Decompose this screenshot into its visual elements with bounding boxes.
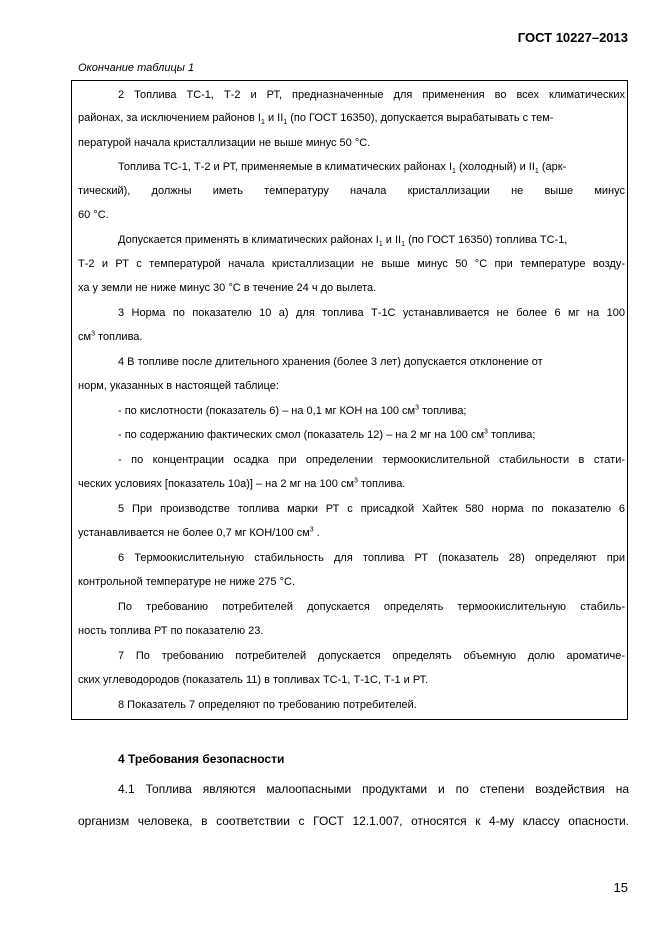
note-list-item: - по кислотности (показатель 6) – на 0,1 мг КОН на 100 $см^3$ топлива;: [118, 404, 467, 417]
note-line: 3 Норма по показателю 10 а) для топлива Т-1С устанавливается не более 6 мг на 100: [118, 307, 625, 319]
paragraph-line: организм человека, в соответствии с ГОСТ 12.1.007, относятся к 4-му классу опасности.: [78, 814, 629, 828]
note-line: пературой начала кристаллизации не выше минус 50 °С.: [78, 137, 371, 149]
note-line: 2 Топлива ТС-1, Т-2 и РТ, предназначенные для применения во всех климатических: [118, 89, 625, 101]
note-line: Допускается применять в климатических районах $I_1$ и $II_1$ (по ГОСТ 16350) топлива ТС-1,: [118, 234, 568, 249]
note-line: ских углеводородов (показатель 11) в топливах ТС-1, Т-1С, Т-1 и РТ.: [78, 674, 429, 686]
note-line: 4 В топливе после длительного хранения (более 3 лет) допускается отклонение от: [118, 356, 543, 368]
note-line: По требованию потребителей допускается определять термоокислительную стабиль-: [118, 601, 625, 613]
note-line: 5 При производстве топлива марки РТ с присадкой Хайтек 580 норма по показателю 6: [118, 503, 625, 515]
note-line: устанавливается не более 0,7 мг КОН/100 $см^3$ .: [78, 526, 320, 539]
note-list-item: - по концентрации осадка при определении термоокислительной стабильности в стати-: [118, 454, 625, 466]
note-line: тический), должны иметь температуру начала кристаллизации не выше минус: [78, 185, 625, 197]
note-line: норм, указанных в настоящей таблице:: [78, 380, 279, 392]
page-number: 15: [613, 880, 628, 895]
note-line: 8 Показатель 7 определяют по требованию потребителей.: [118, 699, 417, 711]
table-caption: Окончание таблицы 1: [78, 62, 195, 74]
note-line: 6 Термоокислительную стабильность для топлива РТ (показатель 28) определяют при: [118, 552, 625, 564]
note-line: 60 °С.: [78, 209, 109, 221]
note-line: Т-2 и РТ с температурой начала кристаллизации не выше минус 50 °С при температуре возду-: [78, 258, 625, 270]
paragraph-line: 4.1 Топлива являются малоопасными продуктами и по степени воздействия на: [118, 782, 629, 796]
note-list-item: - по содержанию фактических смол (показатель 12) – на 2 мг на 100 $см^3$ топлива;: [118, 428, 536, 441]
section-heading: 4 Требования безопасности: [118, 752, 285, 766]
note-line: контрольной температуре не ниже 275 °С.: [78, 576, 296, 588]
note-line: ческих условиях [показатель 10а)] – на 2 мг на 100 $см^3$ топлива.: [78, 477, 406, 490]
note-line: ность топлива РТ по показателю 23.: [78, 625, 264, 637]
document-id: ГОСТ 10227–2013: [517, 30, 628, 45]
note-line: 7 По требованию потребителей допускается определять объемную долю ароматиче-: [118, 650, 625, 662]
note-line: $см^3$ топлива.: [78, 330, 143, 343]
note-line: ха у земли не ниже минус 30 °С в течение 24 ч до вылета.: [78, 282, 377, 294]
note-line: районах, за исключением районов $I_1$ и $II_1$ (по ГОСТ 16350), допускается вырабатывать с тем-: [78, 112, 554, 127]
note-line: Топлива ТС-1, Т-2 и РТ, применяемые в климатических районах $I_1$ (холодный) и $II_1$ (арк-: [118, 161, 567, 176]
